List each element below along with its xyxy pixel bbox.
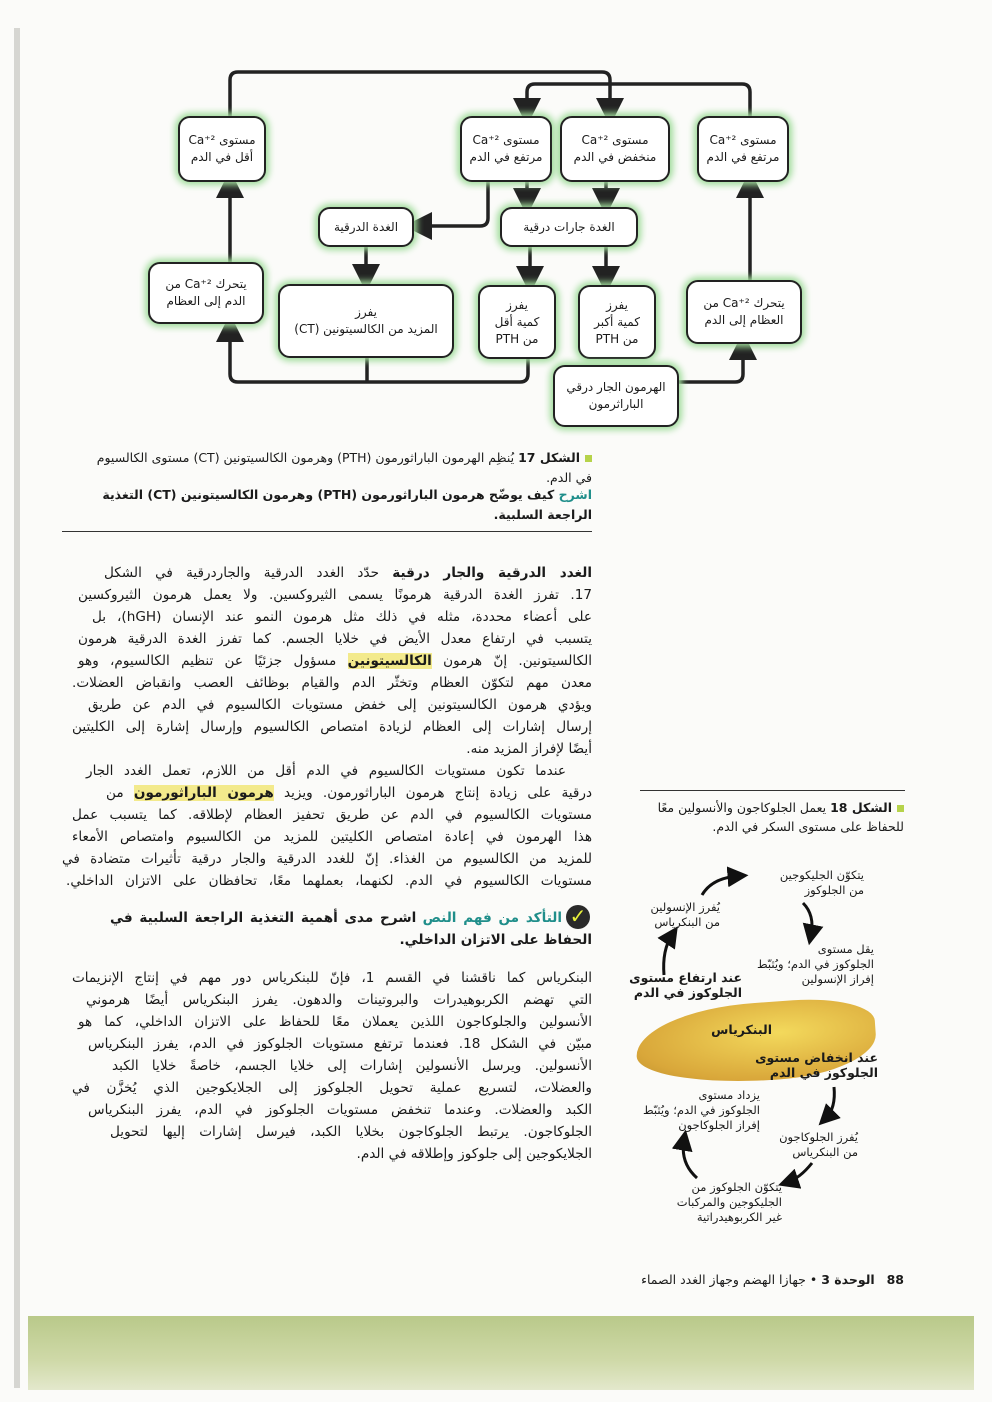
- text: الجلوكوز في الدم؛ ويُثبّط: [756, 957, 874, 971]
- figure17-caption: [97, 450, 592, 465]
- body-line: مستويات الكالسيوم في الدم. لكنهما، بعملهما معًا، تحافظان على الاتزان الداخلي.: [66, 873, 592, 889]
- box-text: مستوى ²⁺Ca: [709, 133, 777, 147]
- unit-title: جهازا الهضم وجهاز الغدد الصماء: [641, 1272, 806, 1287]
- box-text: مرتفع في الدم: [706, 150, 780, 164]
- box-ca-to-bones: [148, 262, 264, 324]
- label-glucose-rises: [643, 1088, 760, 1133]
- box-text: كمية أكبر: [594, 314, 640, 329]
- unit-label: الوحدة 3: [821, 1272, 875, 1287]
- box-text: يفرز: [506, 297, 528, 312]
- body-line: مستويات الكالسيوم في الدم عن طريق تحفيز العظام لإطلاقه. كما يتسبب عمل: [72, 807, 592, 823]
- body-line: [78, 653, 592, 669]
- check-text: الحفاظ على الاتزان الداخلي.: [399, 932, 592, 948]
- body-line: الجلوكاجون. يرتبط الجلوكاجون بخلايا الكبد، فيرسل إشارات إليها لتحويل: [110, 1124, 592, 1140]
- text: يتكوّن الجليكوجين: [779, 868, 864, 882]
- body-line: 17. تفرز الغدة الدرقية هرمونًا يسمى الثيروكسين. ولا يعمل هرمون الثيروكسين: [78, 587, 592, 603]
- box-text: مستوى ²⁺Ca: [581, 133, 649, 147]
- body-line: الجلايكوجين إلى جلوكوز وإطلاقه في الدم.: [356, 1146, 592, 1162]
- body-line: [104, 565, 592, 581]
- text: يُفرز الجلوكاجون: [779, 1130, 858, 1144]
- explain-label: اشرح: [558, 487, 592, 502]
- caption-text-2: للحفاظ على مستوى السكر في الدم.: [712, 819, 904, 834]
- label-high-glucose: [629, 970, 742, 1000]
- box-text: من PTH: [595, 331, 639, 346]
- text: من الجلوكوز: [804, 883, 864, 897]
- box-text: الغدة الدرقية: [333, 219, 399, 234]
- body-line: هذا الهرمون في إعادة امتصاص الكليتين للمزيد من الكالسيوم وامتصاص الأمعاء: [72, 829, 592, 845]
- check-label: التأكد من فهم النص: [422, 910, 563, 926]
- caption-label: الشكل 18: [830, 800, 892, 815]
- box-text: يفرز: [355, 305, 377, 319]
- body-line: على أعضاء محددة، مثله في ذلك مثل هرمون النمو عند الإنسان (hGH)، بل: [92, 609, 592, 625]
- box-text: مستوى ²⁺Ca: [188, 133, 256, 147]
- caption-text: يعمل الجلوكاجون والأنسولين معًا: [657, 800, 827, 815]
- text: الجلوكوز في الدم: [769, 1065, 878, 1080]
- box-text: أقل في الدم: [190, 150, 254, 164]
- text: عند ارتفاع مستوى: [629, 970, 742, 985]
- body-line: ويؤدي هرمون الكالسيتونين إلى خفض مستويات الكالسيوم في الدم عن طريق: [88, 697, 592, 713]
- arrow-high-to-thyroid: [418, 180, 488, 226]
- body-line: معدن مهم لتكوّن العظام وتخثّر الدم والقيام بوظائف العصب وانقباض العضلات.: [72, 675, 592, 691]
- box-text: الدم إلى العظام: [166, 294, 246, 308]
- body-line: الأنسولين والجلوكاجون اللذين يعملان معًا للحفاظ على الاتزان الداخلي، كما هو: [78, 1014, 592, 1030]
- caption-text: يُنظِم الهرمون الباراثورمون (PTH) وهرمون الكالسيتونين (CT) مستوى الكالسيوم: [96, 450, 515, 465]
- box-text: الغدة جارات درقية: [523, 219, 615, 234]
- body-line: الأنسولين. ويرسل الأنسولين إشارات إلى خلايا الجسم، خاصةً خلايا الكبد: [112, 1058, 592, 1074]
- text: حدّد الغدد الدرقية والجاردرقية في الشكل: [104, 565, 380, 581]
- text: من البنكرياس: [792, 1145, 858, 1159]
- body-line: أيضًا لإفراز المزيد منه.: [466, 741, 592, 757]
- page-number: 88: [886, 1272, 904, 1287]
- body-line: البنكرياس كما ناقشنا في القسم 1، فإنّ للبنكرياس دور مهم في إنتاج الإنزيمات: [72, 970, 592, 986]
- text: يزداد مستوى: [698, 1088, 760, 1102]
- box-text: من PTH: [495, 331, 539, 346]
- bullet: •: [809, 1272, 818, 1287]
- body-line: للمزيد من الكالسيوم من الغذاء. إنّ للغدد الدرقية والجار درقية تأثيرات متضادة في: [62, 851, 592, 867]
- text: الجلوكوز في الدم؛ ويُثبّط: [642, 1103, 760, 1117]
- caption-text-2: في الدم.: [546, 470, 592, 485]
- check-understanding: [110, 910, 562, 926]
- box-text: مستوى ²⁺Ca: [472, 133, 540, 147]
- label-glucose-drops: [757, 942, 874, 987]
- box-ca-high-blood-2: [697, 116, 789, 182]
- caption-label: الشكل 17: [518, 450, 580, 465]
- box-ca-low-blood: [178, 116, 266, 182]
- box-text: كمية أقل: [494, 314, 540, 329]
- box-parathyroid: [500, 207, 638, 247]
- box-ca-to-blood: [686, 280, 802, 344]
- text: من البنكرياس: [654, 915, 720, 929]
- figure18-caption: [658, 800, 904, 815]
- label-insulin-secreted: [651, 900, 720, 930]
- box-text: يفرز: [606, 297, 628, 312]
- box-thyroid: [318, 207, 414, 247]
- body-line: والعضلات، لتسريع عملية تحويل الجلوكوز إلى الجلايكوجين الذي يُخزَّن في: [72, 1080, 592, 1096]
- text: الجلوكوز في الدم: [633, 985, 742, 1000]
- box-text: الهرمون الجار درقي: [566, 380, 666, 394]
- label-low-glucose: [755, 1050, 878, 1080]
- body-line: التي تهضم الكربوهيدرات والبروتينات والدهون. يفرز البنكرياس أيضًا هرموني: [86, 992, 592, 1008]
- text: عند انخفاض مستوى: [755, 1050, 878, 1065]
- box-text: يتحرك ²⁺Ca من: [165, 277, 247, 291]
- box-pth-hormone: [553, 365, 679, 427]
- text: من: [106, 785, 124, 801]
- term-calcitonin: الكالسيتونين: [347, 653, 432, 669]
- text: مسؤول جزئيًا عن تنظيم الكالسيوم، وهو: [78, 653, 337, 669]
- label-glucagon-secreted: [779, 1130, 858, 1160]
- box-text: الباراثرمون: [588, 397, 644, 411]
- arrow-loop-top-2: [527, 84, 750, 116]
- box-ca-decreased-blood: [560, 116, 670, 182]
- box-text: مرتفع في الدم: [469, 150, 543, 164]
- divider: [640, 790, 905, 791]
- text: يُفرز الإنسولين: [650, 900, 720, 914]
- explain-text: كيف يوضّح هرمون الباراثورمون (PTH) وهرمون الكالسيتونين (CT) التغذية: [102, 487, 555, 502]
- text: اشرح مدى أهمية التغذية الراجعة السلبية في: [110, 910, 417, 926]
- text: درقية على زيادة إنتاج هرمون الباراثورمون. ويزيد: [283, 785, 593, 801]
- text: إفراز الجلوكاجون: [678, 1118, 760, 1132]
- body-line: إرسال إشارات إلى العظام لزيادة امتصاص الكالسيوم وإرسال إشارة إلى الكليتين: [72, 719, 592, 735]
- box-text: منخفض في الدم: [573, 150, 657, 164]
- body-line: [106, 785, 592, 801]
- text: الكالسيتونين. إنّ هرمون: [443, 653, 593, 669]
- text: الجليكوجين والمركبات: [676, 1195, 782, 1209]
- box-text: المزيد من الكالسيتونين (CT): [294, 322, 438, 336]
- label-glycogen-forms: [780, 868, 864, 898]
- box-less-pth: [478, 285, 556, 359]
- text: يقل مستوى: [817, 942, 874, 956]
- explain-text-2: الراجعة السلبية.: [493, 507, 592, 522]
- box-ca-high-blood: [460, 116, 552, 182]
- box-text: يتحرك ²⁺Ca من: [703, 296, 785, 310]
- figure17-arrows: [0, 0, 992, 450]
- body-line: الكبد والعضلات. وعندما تنخفض مستويات الجلوكوز في الدم، يفرز البنكرياس: [88, 1102, 592, 1118]
- box-secrete-ct: [278, 284, 454, 358]
- bullet-square-icon: [585, 455, 592, 462]
- body-line: مبيّن في الشكل 18. فعندما ترتفع مستويات الجلوكوز في الدم، يفرز البنكرياس: [88, 1036, 592, 1052]
- section-heading: الغدد الدرقية والجار درقية: [392, 565, 592, 581]
- box-text: العظام إلى الدم: [704, 313, 784, 327]
- bullet-square-icon: [897, 805, 904, 812]
- label-glucose-forms: [677, 1180, 782, 1225]
- divider: [62, 531, 592, 532]
- text: غير الكربوهيدراتية: [696, 1210, 782, 1224]
- page-footer: [641, 1272, 904, 1287]
- arrow-loop-top: [230, 72, 610, 116]
- arrow-pth-to-bones: [676, 346, 743, 382]
- term-parathormone: هرمون الباراثورمون: [133, 785, 274, 801]
- body-line: عندما تكون مستويات الكالسيوم في الدم أقل من اللازم، تعمل الغدد الجار: [86, 763, 566, 779]
- label-pancreas: البنكرياس: [711, 1022, 772, 1037]
- text: إفراز الإنسولين: [801, 972, 874, 986]
- text: يتكوّن الجلوكوز من: [691, 1180, 782, 1194]
- figure17-explain: [102, 487, 592, 502]
- body-line: يتسبب في ارتفاع معدل الأيض في خلايا الجسم. كما تفرز الغدة الدرقية هرمون: [78, 631, 592, 647]
- box-more-pth: [578, 285, 656, 359]
- scan-bottom-band: [28, 1316, 974, 1390]
- checkmark-icon: ✓: [566, 905, 590, 929]
